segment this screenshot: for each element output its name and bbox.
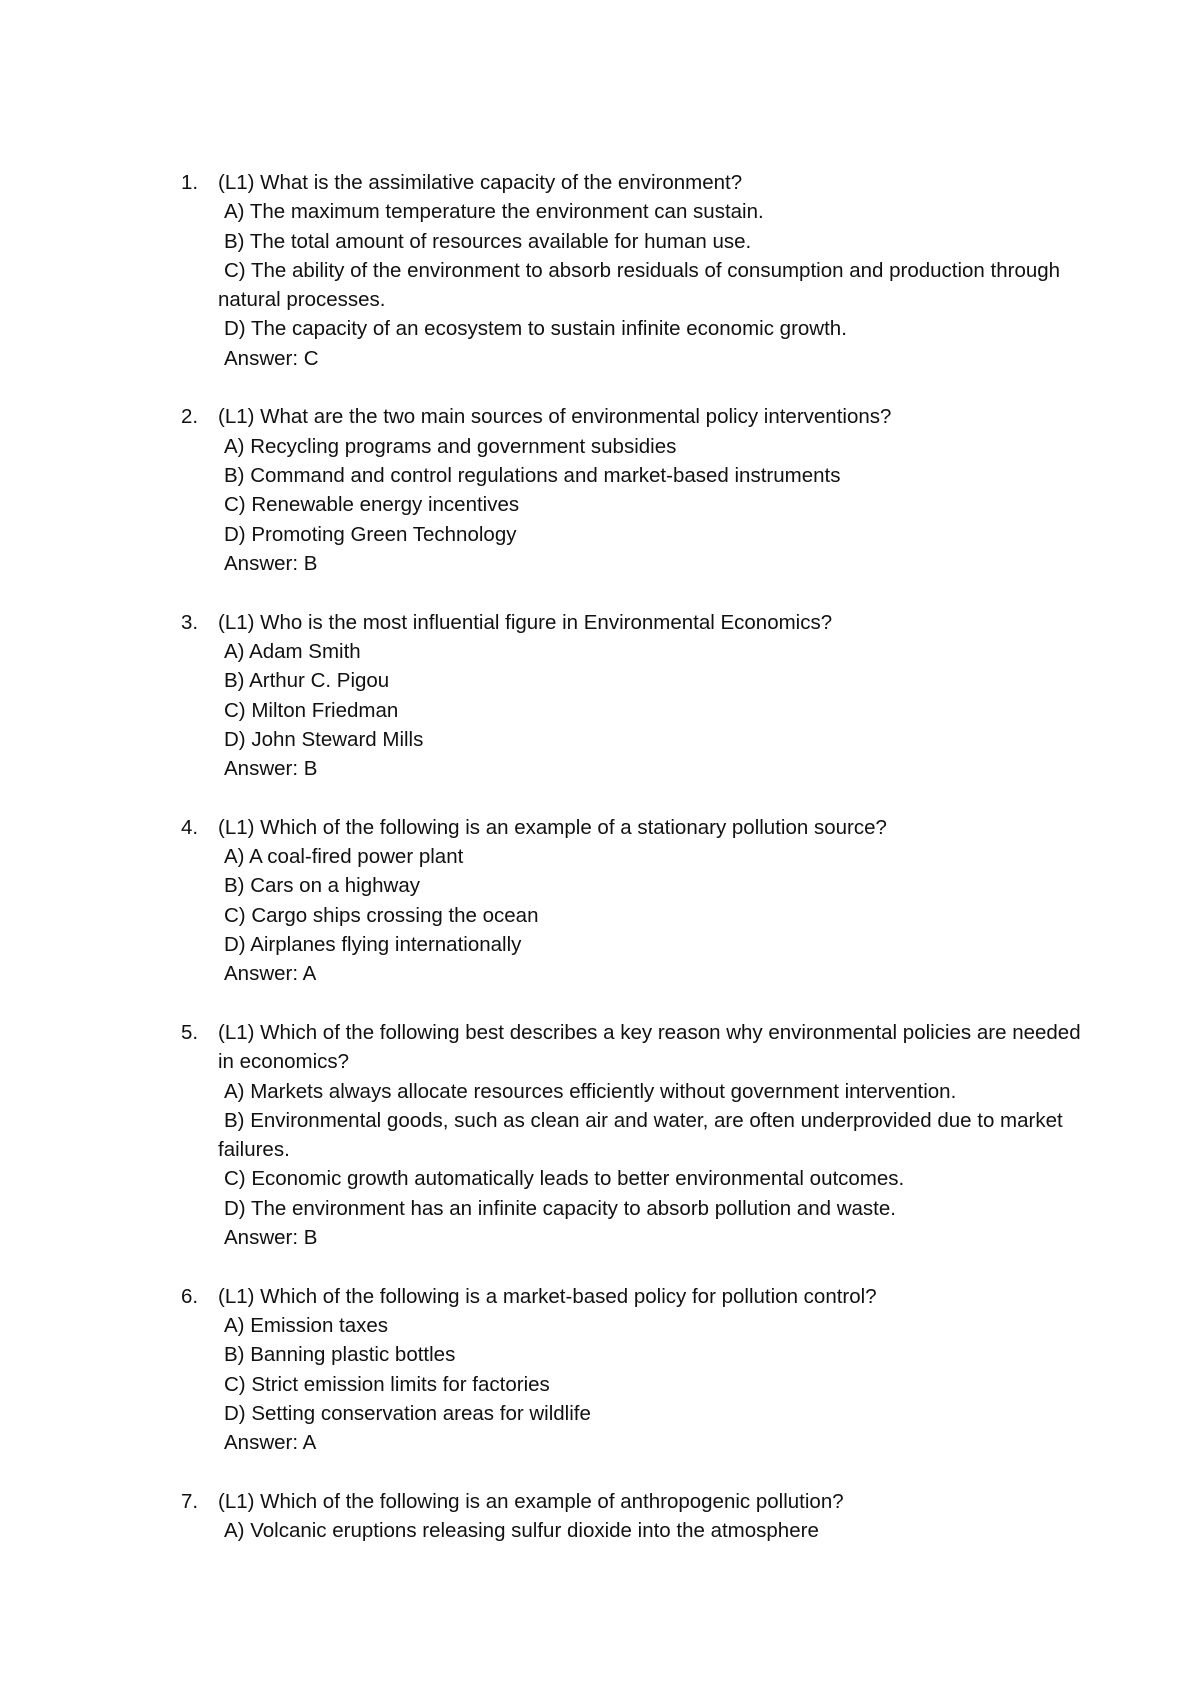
- answer-option: B) Cars on a highway: [224, 874, 420, 898]
- question-item: [181, 1282, 1081, 1458]
- answer-key: Answer: A: [224, 962, 317, 986]
- answer-option: A) Volcanic eruptions releasing sulfur dioxide into the atmosphere: [224, 1519, 819, 1543]
- question-item: [181, 813, 1081, 989]
- answer-option: A) Markets always allocate resources efficiently without government intervention.: [224, 1079, 957, 1103]
- question-text: (L1) Which of the following best describes a key reason why environmental policies are needed in economics?: [218, 1020, 1081, 1074]
- question-item: [181, 608, 1081, 784]
- answer-option: C) The ability of the environment to absorb residuals of consumption and production through natural processes.: [218, 258, 1061, 312]
- question-text: (L1) What is the assimilative capacity of the environment?: [218, 171, 743, 194]
- question-number: 3.: [181, 610, 199, 634]
- question-item: [181, 402, 1081, 578]
- answer-option: A) The maximum temperature the environment can sustain.: [224, 200, 764, 224]
- question-text: (L1) What are the two main sources of environmental policy interventions?: [218, 405, 892, 429]
- answer-option: B) Arthur C. Pigou: [224, 669, 390, 693]
- answer-option: A) A coal-fired power plant: [224, 845, 464, 869]
- answer-option: C) Cargo ships crossing the ocean: [224, 903, 539, 927]
- answer-option: B) The total amount of resources available for human use.: [224, 229, 752, 253]
- answer-option: A) Recycling programs and government subsidies: [224, 434, 677, 458]
- answer-option: B) Command and control regulations and market-based instruments: [224, 464, 841, 488]
- question-text: (L1) Which of the following is an example of a stationary pollution source?: [218, 815, 887, 839]
- question-text: (L1) Which of the following is a market-based policy for pollution control?: [218, 1284, 877, 1308]
- answer-option: C) Economic growth automatically leads to better environmental outcomes.: [224, 1167, 905, 1191]
- answer-option: D) The capacity of an ecosystem to sustain infinite economic growth.: [224, 317, 847, 341]
- answer-option: B) Banning plastic bottles: [224, 1343, 456, 1367]
- answer-option: C) Strict emission limits for factories: [224, 1372, 550, 1396]
- answer-key: Answer: B: [224, 757, 318, 781]
- answer-option: A) Emission taxes: [224, 1314, 389, 1338]
- question-number: 1.: [181, 171, 199, 194]
- answer-option: D) The environment has an infinite capacity to absorb pollution and waste.: [224, 1196, 896, 1220]
- question-list: [181, 168, 1081, 1575]
- question-number: 4.: [181, 815, 199, 839]
- question-number: 2.: [181, 405, 199, 429]
- answer-option: D) Setting conservation areas for wildlife: [224, 1401, 591, 1425]
- question-item: [181, 1487, 1081, 1546]
- question-item: [181, 1018, 1081, 1252]
- answer-key: Answer: B: [224, 1226, 318, 1250]
- answer-option: C) Milton Friedman: [224, 698, 399, 722]
- answer-option: B) Environmental goods, such as clean air and water, are often underprovided due to market failures.: [218, 1108, 1063, 1162]
- answer-option: D) John Steward Mills: [224, 727, 424, 751]
- answer-key: Answer: C: [224, 346, 319, 370]
- answer-key: Answer: B: [224, 551, 318, 575]
- answer-key: Answer: A: [224, 1431, 317, 1455]
- question-text: (L1) Who is the most influential figure in Environmental Economics?: [218, 610, 833, 634]
- answer-option: D) Airplanes flying internationally: [224, 933, 522, 956]
- question-item: [181, 168, 1081, 373]
- question-number: 6.: [181, 1284, 199, 1308]
- question-number: 5.: [181, 1020, 199, 1044]
- answer-option: A) Adam Smith: [224, 639, 361, 663]
- answer-option: C) Renewable energy incentives: [224, 493, 520, 517]
- question-text: (L1) Which of the following is an example of anthropogenic pollution?: [218, 1489, 844, 1513]
- question-number: 7.: [181, 1489, 199, 1513]
- answer-option: D) Promoting Green Technology: [224, 522, 517, 546]
